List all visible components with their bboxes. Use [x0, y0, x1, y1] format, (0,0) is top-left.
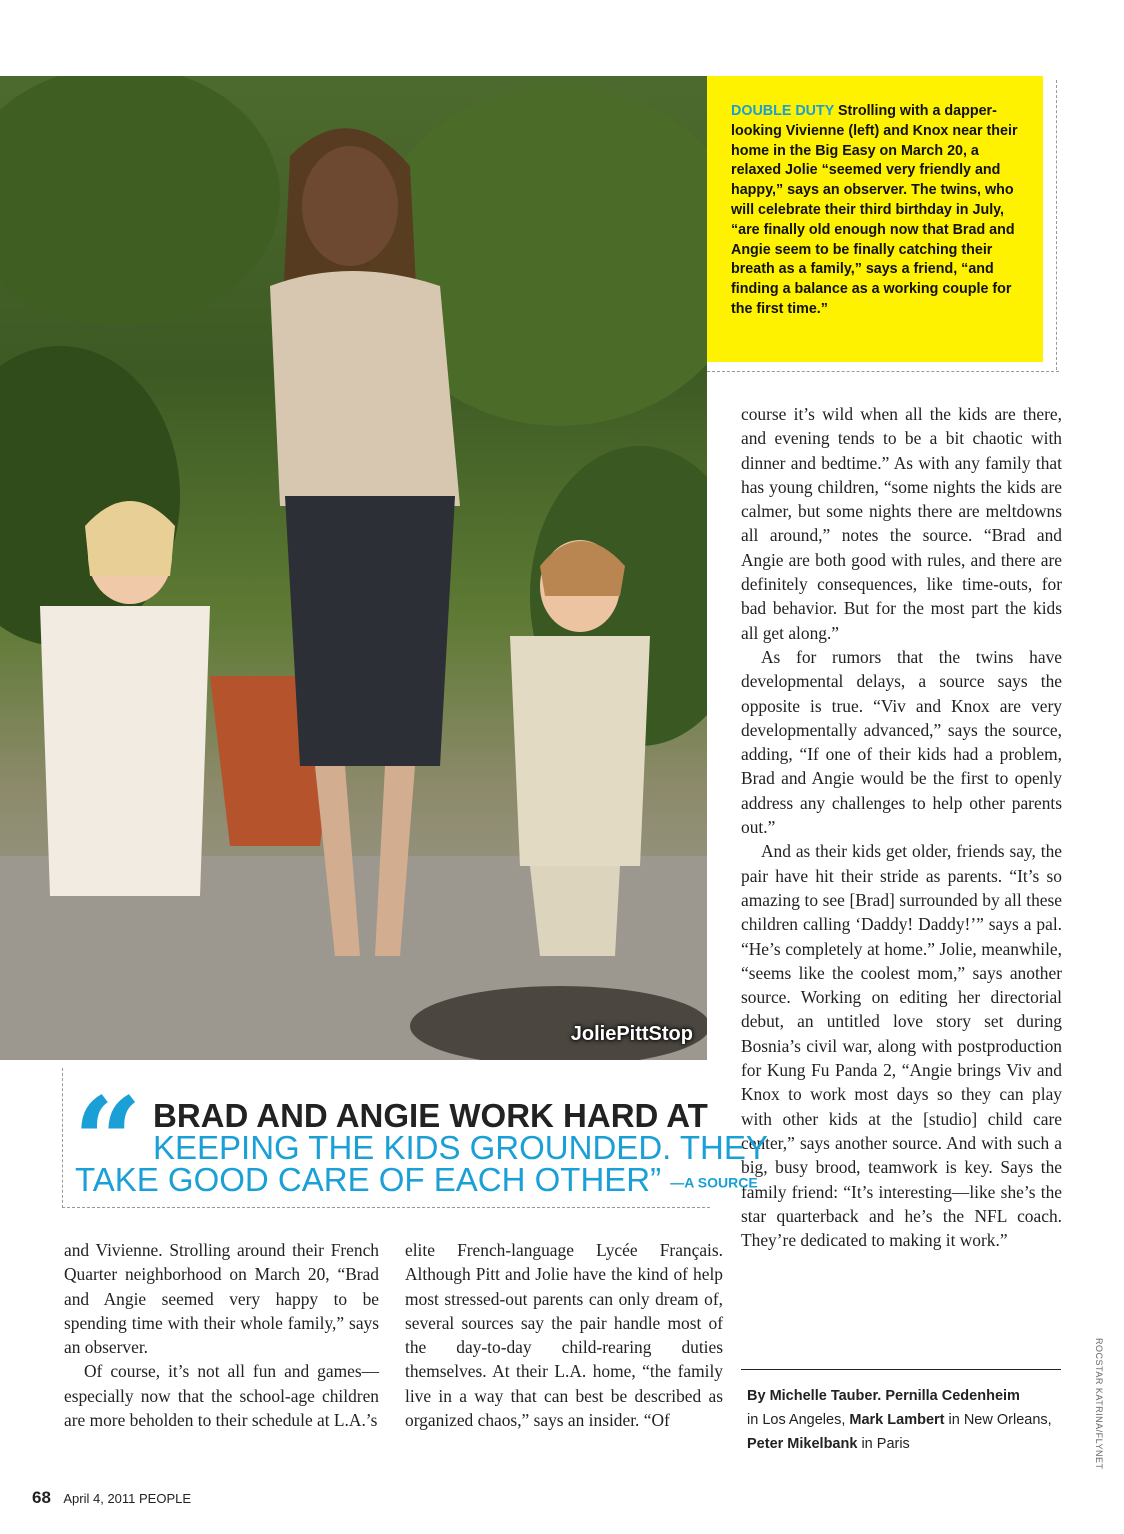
- pull-quote-line-text: TAKE GOOD CARE OF EACH OTHER”: [75, 1161, 662, 1198]
- byline-location: in Paris: [861, 1436, 910, 1452]
- body-paragraph: And as their kids get older, friends say, the pair have hit their stride as parents. “It’s so amazing to see [Brad] surrounded by all these children calling ‘Daddy! Daddy!’” says a pal. “He’s completely at home.” Jolie, meanwhile, “seems like the coolest mom,” says another source. Working on editing her directorial debut, an untitled love story set during Bosnia’s civil war, along with postproduction for Kung Fu Panda 2, “Angie brings Viv and Knox to work most days so they can play with other kids at the [studio] child care center,” says another source. And with such a big, busy brood, teamwork is key. Says the family friend: “It’s interesting—like she’s the star quarterback and he’s the NFL coach. They’re dedicated to making it work.”: [741, 841, 1062, 1251]
- page-number: 68: [32, 1488, 51, 1507]
- woman-top: [270, 271, 460, 506]
- byline-location: in Los Angeles,: [747, 1412, 846, 1428]
- pull-quote-attribution: —A SOURCE: [670, 1174, 758, 1191]
- boy-trousers: [530, 866, 620, 956]
- article-photo: [0, 76, 707, 1060]
- pull-quote-line: KEEPING THE KIDS GROUNDED. THEY: [153, 1129, 768, 1166]
- woman-skirt: [285, 496, 455, 766]
- foliage-shape: [0, 346, 180, 646]
- body-paragraph: elite French-language Lycée Français. Although Pitt and Jolie have the kind of help most stressed-out parents can only dream of, several sources say the pair handle most of the day-to-day child-rearing duties themselves. At their L.A. home, “the family live in a way that can best be described as organized chaos,” says an insider. “Of: [405, 1240, 723, 1431]
- page-folio: [32, 1488, 191, 1508]
- foliage-shape: [0, 76, 280, 326]
- byline-reporter: Pernilla Cedenheim: [885, 1388, 1020, 1404]
- photo-illustration: [0, 76, 707, 1060]
- caption-text: Strolling with a dapper-looking Vivienne (left) and Knox near their home in the Big Easy on March 20, a relaxed Jolie “seemed very friendly and happy,” says an observer. The twins, who will celebrate their third birthday in July, “are finally old enough now that Brad and Angie seem to be finally catching their breath as a family,” says a friend, “and finding a balance as a working couple for the first time.”: [731, 103, 1018, 317]
- photo-credit: ROCSTAR KATRINA/FLYNET: [1094, 1338, 1104, 1470]
- caption-kicker: DOUBLE DUTY: [731, 103, 834, 119]
- photo-caption: [707, 76, 1043, 362]
- quote-mark-icon: “: [73, 1071, 143, 1212]
- body-paragraph: and Vivienne. Strolling around their French Quarter neighborhood on March 20, “Brad and Angie seemed very happy to be spending time with their whole family,” says an observer.: [64, 1240, 379, 1358]
- body-column-middle: [405, 1238, 723, 1432]
- body-column-right: [741, 402, 1062, 1252]
- girl-outfit: [40, 606, 210, 896]
- byline-reporter: Mark Lambert: [849, 1412, 945, 1428]
- body-paragraph: course it’s wild when all the kids are there, and evening tends to be a bit chaotic with dinner and bedtime.” As with any family that has young children, “some nights the kids are calmer, but some nights there are meltdowns all around,” notes the source. “Brad and Angie are both good with rules, and there are definitely consequences, like time-outs, for bad behavior. But for the most part the kids all get along.”: [741, 404, 1062, 643]
- body-column-left: [64, 1238, 379, 1432]
- byline: [747, 1384, 1077, 1456]
- byline-rule: [741, 1369, 1061, 1370]
- body-paragraph: Of course, it’s not all fun and games—especially now that the school-age children are more beholden to their schedule at L.A.’s: [64, 1361, 379, 1431]
- dashed-rule-vertical: [1056, 80, 1057, 370]
- issue-date: April 4, 2011 PEOPLE: [63, 1491, 192, 1506]
- boy-suit: [510, 636, 650, 866]
- pull-quote-line-last: [75, 1162, 758, 1200]
- byline-location: in New Orleans,: [948, 1412, 1052, 1428]
- byline-reporter: Peter Mikelbank: [747, 1436, 858, 1452]
- pull-quote: [62, 1068, 768, 1212]
- byline-author: Michelle Tauber.: [769, 1388, 882, 1404]
- pull-quote-line: BRAD AND ANGIE WORK HARD AT: [153, 1097, 708, 1134]
- body-paragraph: As for rumors that the twins have developmental delays, a source says the opposite is true. “Viv and Knox are very developmentally advanced,” says the source, adding, “If one of their kids had a problem, Brad and Angie would be the first to openly address any challenges to help other parents out.”: [741, 646, 1062, 838]
- photo-watermark: JoliePittStop: [570, 1023, 693, 1045]
- dashed-rule-horizontal: [707, 371, 1059, 372]
- byline-prefix: By: [747, 1388, 766, 1404]
